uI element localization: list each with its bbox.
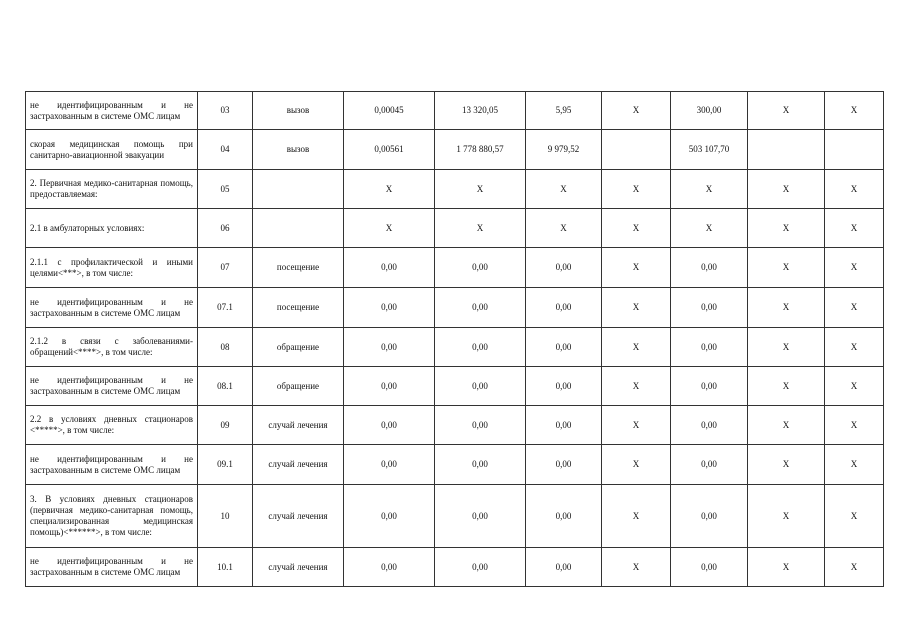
value-cell: 0,00 — [435, 367, 526, 406]
value-cell: X — [825, 406, 884, 445]
value-cell: X — [435, 209, 526, 248]
row-code-cell: 10 — [198, 485, 253, 548]
value-cell: 9 979,52 — [526, 130, 602, 170]
value-cell: X — [748, 328, 825, 367]
table-row — [26, 548, 884, 587]
value-cell: X — [748, 406, 825, 445]
value-cell: X — [748, 485, 825, 548]
row-unit-cell: случай лечения — [253, 406, 344, 445]
row-name-cell: не идентифицированным и не застрахованным в системе ОМС лицам — [26, 92, 198, 130]
value-cell: 13 320,05 — [435, 92, 526, 130]
row-unit-cell: случай лечения — [253, 485, 344, 548]
value-cell: 5,95 — [526, 92, 602, 130]
value-cell: 0,00 — [526, 485, 602, 548]
value-cell: X — [602, 170, 671, 209]
report-table — [25, 91, 884, 587]
value-cell: 0,00 — [344, 288, 435, 328]
value-cell: 0,00 — [435, 485, 526, 548]
value-cell: X — [748, 209, 825, 248]
value-cell: 0,00 — [435, 288, 526, 328]
value-cell: 0,00 — [671, 406, 748, 445]
value-cell: X — [671, 170, 748, 209]
row-code-cell: 08.1 — [198, 367, 253, 406]
row-name-cell: не идентифицированным и не застрахованным в системе ОМС лицам — [26, 288, 198, 328]
value-cell: X — [602, 406, 671, 445]
value-cell: 0,00 — [671, 485, 748, 548]
value-cell: 0,00 — [526, 328, 602, 367]
table-row — [26, 406, 884, 445]
value-cell: X — [825, 367, 884, 406]
value-cell: 0,00 — [344, 367, 435, 406]
row-name-cell: не идентифицированным и не застрахованным в системе ОМС лицам — [26, 367, 198, 406]
value-cell: X — [825, 548, 884, 587]
row-name-cell: 2.1.2 в связи с заболеваниями-обращений<****>, в том числе: — [26, 328, 198, 367]
value-cell: 0,00 — [526, 445, 602, 485]
value-cell: X — [748, 248, 825, 288]
value-cell: X — [602, 209, 671, 248]
table-row — [26, 367, 884, 406]
value-cell: 0,00 — [344, 548, 435, 587]
row-code-cell: 05 — [198, 170, 253, 209]
row-code-cell: 07 — [198, 248, 253, 288]
row-unit-cell: случай лечения — [253, 445, 344, 485]
value-cell: X — [825, 92, 884, 130]
value-cell: 0,00 — [671, 548, 748, 587]
value-cell: 0,00 — [435, 248, 526, 288]
value-cell: X — [435, 170, 526, 209]
value-cell: X — [748, 92, 825, 130]
value-cell: X — [825, 328, 884, 367]
row-name-cell: 2.1 в амбулаторных условиях: — [26, 209, 198, 248]
value-cell: 0,00 — [344, 328, 435, 367]
table-row — [26, 130, 884, 170]
row-unit-cell: случай лечения — [253, 548, 344, 587]
value-cell: X — [602, 248, 671, 288]
table-row — [26, 445, 884, 485]
table-row — [26, 328, 884, 367]
value-cell: 0,00 — [526, 548, 602, 587]
value-cell: 0,00 — [526, 248, 602, 288]
row-code-cell: 09 — [198, 406, 253, 445]
value-cell: 1 778 880,57 — [435, 130, 526, 170]
value-cell: X — [825, 248, 884, 288]
value-cell: X — [748, 445, 825, 485]
value-cell: X — [344, 170, 435, 209]
row-name-cell: скорая медицинская помощь при санитарно-авиационной эвакуации — [26, 130, 198, 170]
row-code-cell: 03 — [198, 92, 253, 130]
value-cell: 0,00 — [435, 445, 526, 485]
row-name-cell: 3. В условиях дневных стационаров (первичная медико-санитарная помощь, специализированная медицинская помощь)<******>, в том числе: — [26, 485, 198, 548]
row-unit-cell: вызов — [253, 92, 344, 130]
value-cell: 0,00 — [344, 445, 435, 485]
row-unit-cell — [253, 170, 344, 209]
row-code-cell: 09.1 — [198, 445, 253, 485]
value-cell: X — [825, 170, 884, 209]
value-cell: X — [748, 367, 825, 406]
value-cell: X — [602, 548, 671, 587]
value-cell: X — [602, 485, 671, 548]
value-cell: 0,00 — [435, 406, 526, 445]
row-code-cell: 07.1 — [198, 288, 253, 328]
table-row — [26, 170, 884, 209]
value-cell: 0,00 — [671, 248, 748, 288]
value-cell: 503 107,70 — [671, 130, 748, 170]
table-row — [26, 92, 884, 130]
row-unit-cell: вызов — [253, 130, 344, 170]
row-name-cell: 2.2 в условиях дневных стационаров <*****>, в том числе: — [26, 406, 198, 445]
value-cell — [602, 130, 671, 170]
value-cell: 0,00 — [344, 248, 435, 288]
value-cell: X — [602, 92, 671, 130]
row-name-cell: 2. Первичная медико-санитарная помощь, предоставляемая: — [26, 170, 198, 209]
report-table-body — [26, 92, 884, 587]
value-cell: X — [825, 209, 884, 248]
value-cell: 0,00 — [344, 406, 435, 445]
row-unit-cell: посещение — [253, 248, 344, 288]
value-cell: X — [344, 209, 435, 248]
value-cell — [825, 130, 884, 170]
value-cell — [748, 130, 825, 170]
value-cell: X — [602, 367, 671, 406]
row-unit-cell: обращение — [253, 367, 344, 406]
value-cell: 0,00 — [671, 288, 748, 328]
row-unit-cell: посещение — [253, 288, 344, 328]
table-row — [26, 248, 884, 288]
value-cell: X — [825, 485, 884, 548]
value-cell: X — [748, 170, 825, 209]
value-cell: 0,00 — [526, 406, 602, 445]
value-cell: 0,00 — [435, 328, 526, 367]
value-cell: X — [526, 209, 602, 248]
value-cell: X — [825, 288, 884, 328]
value-cell: 0,00561 — [344, 130, 435, 170]
value-cell: 0,00 — [671, 328, 748, 367]
value-cell: X — [825, 445, 884, 485]
value-cell: 0,00 — [526, 367, 602, 406]
value-cell: 0,00 — [526, 288, 602, 328]
row-name-cell: 2.1.1 с профилактической и иными целями<***>, в том числе: — [26, 248, 198, 288]
row-code-cell: 06 — [198, 209, 253, 248]
value-cell: X — [602, 445, 671, 485]
value-cell: 300,00 — [671, 92, 748, 130]
value-cell: 0,00 — [435, 548, 526, 587]
value-cell: X — [748, 548, 825, 587]
value-cell: X — [671, 209, 748, 248]
value-cell: 0,00 — [671, 445, 748, 485]
value-cell: X — [602, 288, 671, 328]
value-cell: 0,00 — [671, 367, 748, 406]
row-unit-cell — [253, 209, 344, 248]
value-cell: X — [526, 170, 602, 209]
row-name-cell: не идентифицированным и не застрахованным в системе ОМС лицам — [26, 445, 198, 485]
value-cell: X — [602, 328, 671, 367]
table-row — [26, 288, 884, 328]
row-unit-cell: обращение — [253, 328, 344, 367]
row-name-cell: не идентифицированным и не застрахованным в системе ОМС лицам — [26, 548, 198, 587]
row-code-cell: 08 — [198, 328, 253, 367]
table-row — [26, 485, 884, 548]
value-cell: X — [748, 288, 825, 328]
row-code-cell: 04 — [198, 130, 253, 170]
row-code-cell: 10.1 — [198, 548, 253, 587]
value-cell: 0,00 — [344, 485, 435, 548]
value-cell: 0,00045 — [344, 92, 435, 130]
table-row — [26, 209, 884, 248]
